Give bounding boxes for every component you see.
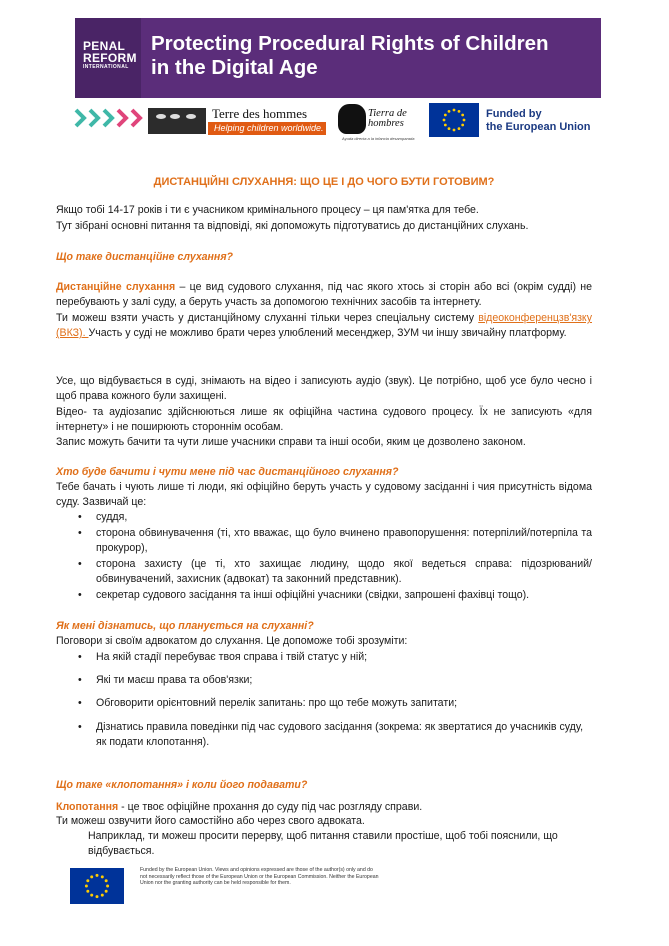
klopotannya-line2: Ти можеш озвучити його самостійно або через свого адвоката.	[56, 815, 365, 827]
eu-star-icon	[448, 110, 451, 113]
definition-paragraph	[56, 280, 592, 310]
plan-item-1: На якій стадії перебуває твоя справа і твій статус у ній;	[96, 651, 368, 663]
list-item: • Дізнатись правила поведінки під час судового засідання (зокрема: як звертатися до учасників суду, як подати клопотання).	[78, 720, 592, 750]
vkz-paragraph	[56, 311, 592, 341]
eu-star-icon	[105, 879, 108, 882]
who-item-4: секретар судового засідання та інші офіційні учасники (свідки, запрошені фахівці тощо).	[96, 589, 530, 601]
plan-item-3: Обговорити орієнтовний перелік запитань: про що тебе можуть запитати;	[96, 697, 458, 709]
recording-paragraph-3: Запис можуть бачити та чути лише учасники справи та інші особи, яким це дозволено законом.	[56, 436, 526, 448]
eu-star-icon	[463, 119, 466, 122]
eu-star-icon	[90, 894, 93, 897]
document-title: ДИСТАНЦІЙНІ СЛУХАННЯ: ЩО ЦЕ І ДО ЧОГО БУТИ ГОТОВИМ?	[153, 176, 495, 188]
eu-star-icon	[90, 875, 93, 878]
project-title	[151, 32, 549, 80]
question-klopotannya: Що таке «клопотання» і коли його подавати?	[56, 779, 308, 791]
eu-star-icon	[101, 875, 104, 878]
tierra-subtitle: Ayuda directa a la infancia desamparada	[342, 136, 415, 141]
tdh-tagline: Helping children worldwide.	[208, 122, 326, 135]
chevron-arrows-icon	[74, 107, 144, 129]
eu-flag-icon	[70, 868, 124, 904]
eu-star-icon	[85, 885, 88, 888]
org-line1: PENAL	[83, 39, 126, 53]
eu-star-icon	[444, 124, 447, 127]
vkz-pre: Ти можеш взяти участь у дистанційному слуханні тільки через спеціальну систему	[56, 312, 479, 324]
plan-item-4: Дізнатись правила поведінки під час судового засідання (зокрема: як звертатися до учасників суду, як подати клопотання).	[96, 721, 584, 748]
vkz-link[interactable]: відеоконференцзв'язку (ВКЗ).	[56, 312, 592, 339]
eu-star-icon	[105, 890, 108, 893]
eu-flag-icon	[429, 103, 479, 137]
eu-star-icon	[96, 874, 99, 877]
funded-by-eu-text	[486, 108, 591, 134]
question-plan: Як мені дізнатись, що планується на слуханні?	[56, 620, 314, 632]
plan-intro: Поговори зі своїм адвокатом до слухання. Це допоможе тобі зрозуміти:	[56, 635, 408, 647]
who-intro: Тебе бачать і чують лише ті люди, які офіційно беруть участь у судовому засіданні і чия присутність відома суду. Зазвичай це:	[56, 481, 592, 508]
who-item-2: сторона обвинувачення (ті, хто вважає, що було вчинено правопорушення: потерпілий/потерпіла та прокурор),	[96, 527, 592, 554]
list-item: • Які ти маєш права та обов'язки;	[78, 673, 592, 688]
children-faces-image	[148, 108, 206, 134]
intro-line2: Тут зібрані основні питання та відповіді, які допоможуть підготуватись до дистанційних слухань.	[56, 220, 529, 232]
recording-paragraph-1: Усе, що відбувається в суді, знімають на відео і записують аудіо (звук). Це потрібно, щоб усе було чесно і щоб права кожного були захищені.	[56, 375, 592, 402]
eu-star-icon	[101, 894, 104, 897]
klopotannya-example: Наприклад, ти можеш просити перерву, щоб питання ставили простіше, щоб тобі пояснили, що відбувається.	[88, 830, 558, 857]
list-item: • На якій стадії перебуває твоя справа і твій статус у ній;	[78, 650, 592, 665]
tierra-de-hombres-logo	[338, 104, 418, 142]
klopotannya-text: - це твоє офіційне прохання до суду під час розгляду справи.	[118, 801, 423, 813]
tierra-name	[368, 109, 407, 129]
tdh-name: Terre des hommes	[212, 106, 308, 121]
project-title-line1: Protecting Procedural Rights of Children	[151, 32, 549, 55]
eu-star-icon	[461, 114, 464, 117]
list-item: • Обговорити орієнтовний перелік запитань: про що тебе можуть запитати;	[78, 696, 592, 711]
list-item: • сторона захисту (це ті, хто захищає людину, щодо якої ведеться справа: підозрюваний/обвинувачений, захисник (адвокат) та законний представник).	[78, 558, 592, 585]
eu-star-icon	[453, 129, 456, 132]
eu-star-icon	[458, 127, 461, 130]
question-who-sees: Хто буде бачити і чути мене під час дистанційного слухання?	[56, 466, 399, 478]
funded-line2: the European Union	[486, 121, 591, 133]
eu-star-icon	[443, 119, 446, 122]
klopotannya-term: Клопотання	[56, 801, 119, 813]
klopotannya-definition	[56, 800, 592, 815]
eu-star-icon	[448, 127, 451, 130]
eu-star-icon	[461, 124, 464, 127]
definition-text: – це вид судового слухання, під час якого хтось зі сторін або всі (окрім судді) не перебувають у залі суду, а беруть участь за допомогою технічних засобів та інтернету.	[56, 281, 592, 308]
penal-reform-logo	[75, 18, 141, 98]
question-what-is: Що таке дистанційне слухання?	[56, 251, 234, 263]
eu-star-icon	[106, 885, 109, 888]
eu-star-icon	[96, 895, 99, 898]
eu-star-icon	[86, 890, 89, 893]
eu-disclaimer: Funded by the European Union. Views and opinions expressed are those of the author(s) only and do not necessarily reflect those of the European Union or the European Commission. Neither the European Union nor the granting authority can be held responsible for them.	[140, 867, 379, 886]
who-item-3: сторона захисту (це ті, хто захищає людину, щодо якої ведеться справа: підозрюваний/обвинувачений, захисник (адвокат) та законний представник).	[96, 558, 592, 585]
org-line3: INTERNATIONAL	[83, 64, 129, 70]
who-item-1: суддя,	[96, 511, 128, 523]
plan-item-2: Які ти маєш права та обов'язки;	[96, 674, 253, 686]
eu-star-icon	[86, 879, 89, 882]
terre-des-hommes-logo	[208, 106, 326, 136]
list-item: • секретар судового засідання та інші офіційні учасники (свідки, запрошені фахівці тощо).	[78, 588, 592, 603]
tierra-line1: Tierra de	[368, 108, 407, 119]
face-silhouette-icon	[338, 104, 366, 134]
project-banner	[75, 18, 601, 98]
funded-line1: Funded by	[486, 108, 542, 120]
recording-paragraph-2: Відео- та аудіозапис здійснюються лише як офіційна частина судового процесу. Їх не записують «для інтернету» і не поширюють стороннім особам.	[56, 406, 592, 433]
vkz-post: Участь у суді не можливо брати через улюблений месенджер, ЗУМ чи іншу звичайну платформу.	[88, 327, 567, 339]
eu-star-icon	[444, 114, 447, 117]
eu-star-icon	[453, 109, 456, 112]
tierra-line2: hombres	[368, 118, 404, 129]
list-item: • сторона обвинувачення (ті, хто вважає, що було вчинено правопорушення: потерпілий/потерпіла та прокурор),	[78, 527, 592, 554]
list-item: • суддя,	[78, 510, 592, 525]
org-line2: REFORM	[83, 51, 137, 65]
definition-term: Дистанційне слухання	[56, 281, 176, 293]
eu-star-icon	[458, 110, 461, 113]
project-title-line2: in the Digital Age	[151, 56, 318, 79]
intro-line1: Якщо тобі 14-17 років і ти є учасником кримінального процесу – ця пам'ятка для тебе.	[56, 204, 479, 216]
